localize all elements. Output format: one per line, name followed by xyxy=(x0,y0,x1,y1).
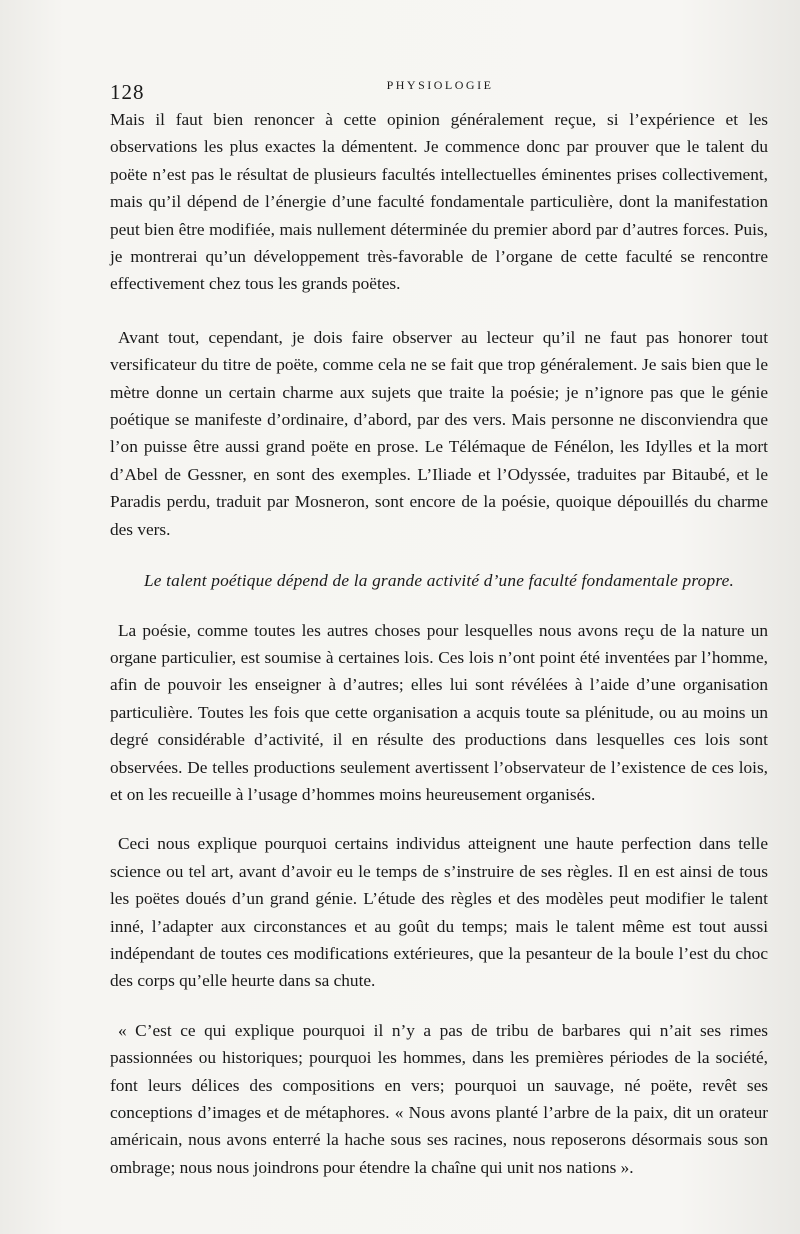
section-heading: Le talent poétique dépend de la grande activité d’une faculté fondamentale propre. xyxy=(143,571,735,591)
body-text xyxy=(110,106,768,1181)
paragraph-3: La poésie, comme toutes les autres choses pour lesquelles nous avons reçu de la nature un organe particulier, est soumise à certaines lois. Ces lois n’ont point été inventées par l’homme, afin de pouvoir les enseigner à d’autres; elles lui sont révélées à l’aide d’une organisation particulière. Toutes les fois que cette organisation a acquis toute sa plénitude, ou au moins un degré considérable d’activité, il en résulte des productions dans lesquelles ces lois sont observées. De telles productions seulement avertissent l’observateur de l’existence de ces lois, et on les recueille à l’usage d’hommes moins heureusement organisés. xyxy=(110,620,768,804)
paragraph-1: Mais il faut bien renoncer à cette opinion généralement reçue, si l’expérience et les observations les plus exactes la démentent. Je commence donc par prouver que le talent du poëte n’est pas le résultat de plusieurs facultés intellectuelles éminentes prises collectivement, mais qu’il dépend de l’énergie d’une faculté fondamentale particulière, dont la manifestation peut bien être modifiée, mais nullement déterminée du premier abord par d’autres forces. Puis, je montrerai qu’un développement très-favorable de l’organe de cette faculté se rencontre effectivement chez tous les grands poëtes. xyxy=(110,110,768,294)
running-head: PHYSIOLOGIE xyxy=(386,78,494,92)
paragraph-2: Avant tout, cependant, je dois faire observer au lecteur qu’il ne faut pas honorer tout versificateur du titre de poëte, comme cela ne se fait que trop généralement. Je sais bien que le mètre donne un certain charme aux sujets que traite la poésie; je n’ignore pas que le génie poétique se manifeste d’ordinaire, d’abord, par des vers. Mais personne ne disconviendra que l’on puisse être aussi grand poëte en prose. Le Télémaque de Fénélon, les Idylles et la mort d’Abel de Gessner, en sont des exemples. L’Iliade et l’Odyssée, traduites par Bitaubé, et le Paradis perdu, traduit par Mosneron, sont encore de la poésie, quoique dépouillés du charme des vers. xyxy=(110,327,768,539)
paragraph-4: Ceci nous explique pourquoi certains individus atteignent une haute perfection dans telle science ou tel art, avant d’avoir eu le temps de s’instruire de ses règles. Il en est ainsi de tous les poëtes doués d’un grand génie. L’étude des règles et des modèles peut modifier le talent inné, l’adapter aux circonstances et au goût du temps; mais le talent même est tout aussi indépendant de toutes ces modifications extérieures, que la pesanteur de la boule l’est du choc des corps qu’elle heurte dans sa chute. xyxy=(110,834,768,991)
paragraph-5: « C’est ce qui explique pourquoi il n’y a pas de tribu de barbares qui n’ait ses rimes passionnées ou historiques; pourquoi les hommes, dans les premières périodes de la société, font leurs délices des compositions en vers; pourquoi un sauvage, né poëte, revêt ses conceptions d’images et de métaphores. « Nous avons planté l’arbre de la paix, dit un orateur américain, nous avons enterré la hache sous ses racines, nous reposerons désormais sous son ombrage; nous nous joindrons pour étendre la chaîne qui unit nos nations ». xyxy=(110,1020,768,1177)
page-number: 128 xyxy=(110,80,145,104)
page-header xyxy=(110,76,770,106)
